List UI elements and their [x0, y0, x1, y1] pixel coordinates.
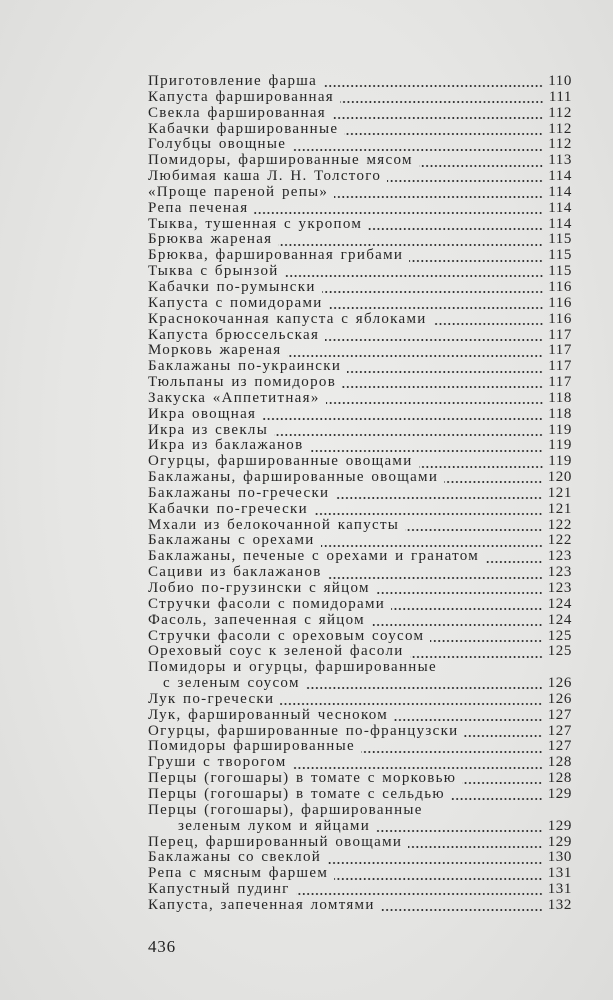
toc-entry [148, 296, 572, 312]
toc-entry-page-number: 115 [548, 263, 572, 280]
toc-entry-title: Тыква, тушенная с укропом [148, 216, 363, 232]
toc-entry-page-number: 125 [547, 643, 572, 660]
dot-leader [408, 845, 542, 849]
toc-entry-page-number: 129 [547, 817, 572, 834]
dot-leader [394, 718, 543, 722]
dot-leader [347, 370, 543, 374]
table-of-contents [148, 74, 572, 914]
dot-leader [368, 227, 543, 231]
dot-leader [409, 259, 543, 263]
toc-entry-title: Баклажаны по-украински [148, 359, 342, 375]
toc-entry-title: Баклажаны, фаршированные овощами [148, 470, 439, 486]
toc-entry-page-number: 113 [548, 152, 572, 169]
dot-leader [278, 243, 543, 247]
toc-entry-line [148, 787, 572, 803]
toc-entry-line [148, 201, 572, 217]
toc-entry-page-number: 117 [548, 374, 572, 391]
toc-entry-line [148, 106, 572, 122]
toc-entry [148, 898, 572, 914]
toc-entry-page-number: 111 [548, 88, 572, 105]
dot-leader [322, 290, 544, 294]
toc-entry-page-number: 126 [547, 675, 572, 692]
dot-leader [485, 560, 543, 564]
dot-leader [433, 322, 544, 326]
toc-entry-page-number: 131 [547, 865, 572, 882]
toc-entry-line [148, 122, 572, 138]
dot-leader [328, 576, 543, 580]
toc-entry [148, 185, 572, 201]
toc-entry-line [148, 280, 572, 296]
toc-entry-title: Капуста брюссельская [148, 327, 320, 343]
toc-entry-title: Перцы (гогошары) в томате с сельдью [148, 786, 445, 802]
toc-entry-line [148, 312, 572, 328]
toc-entry [148, 106, 572, 122]
dot-leader [334, 195, 543, 199]
toc-entry-title: «Проще пареной репы» [148, 184, 329, 200]
dot-leader [344, 132, 543, 136]
dot-leader [335, 496, 542, 500]
toc-entry-title: Перцы (гогошары), фаршированные [148, 802, 423, 818]
toc-entry-title: Огурцы, фаршированные овощами [148, 454, 413, 470]
toc-entry [148, 565, 572, 581]
toc-entry-line [148, 898, 572, 914]
toc-entry [148, 708, 572, 724]
dot-leader [332, 116, 543, 120]
dot-leader [381, 908, 543, 912]
toc-entry-title: Закуска «Аппетитная» [148, 390, 320, 406]
toc-entry-page-number: 114 [548, 215, 572, 232]
toc-entry-page-number: 120 [547, 469, 572, 486]
toc-entry-line [148, 835, 572, 851]
dot-leader [405, 528, 543, 532]
toc-entry-line [148, 597, 572, 613]
toc-entry-line [148, 739, 572, 755]
toc-entry [148, 787, 572, 803]
toc-entry-line [148, 565, 572, 581]
toc-entry-title: Груши с творогом [148, 755, 287, 771]
toc-entry [148, 771, 572, 787]
dot-leader [462, 781, 542, 785]
toc-entry-line [148, 708, 572, 724]
toc-entry-page-number: 131 [547, 881, 572, 898]
dot-leader [274, 433, 543, 437]
toc-entry-page-number: 118 [548, 405, 572, 422]
toc-entry [148, 739, 572, 755]
toc-entry-line [148, 486, 572, 502]
toc-entry-title: Перец, фаршированный овощами [148, 834, 403, 850]
dot-leader [327, 861, 543, 865]
toc-entry-line [148, 866, 572, 882]
toc-entry-page-number: 110 [548, 73, 572, 89]
toc-entry-page-number: 114 [548, 183, 572, 200]
toc-entry-title: Стручки фасоли с помидорами [148, 596, 386, 612]
toc-entry-title: Помидоры фаршированные [148, 739, 355, 755]
toc-entry-page-number: 127 [547, 722, 572, 739]
toc-entry-title: Стручки фасоли с ореховым соусом [148, 628, 425, 644]
toc-entry [148, 692, 572, 708]
toc-entry [148, 407, 572, 423]
dot-leader [254, 211, 543, 215]
toc-entry-page-number: 127 [547, 738, 572, 755]
dot-leader [361, 750, 543, 754]
toc-entry-page-number: 117 [548, 358, 572, 375]
dot-leader [314, 512, 543, 516]
toc-entry [148, 644, 572, 660]
toc-entry [148, 169, 572, 185]
toc-entry [148, 359, 572, 375]
toc-entry-page-number: 119 [548, 453, 572, 470]
toc-entry-line [148, 328, 572, 344]
toc-entry [148, 866, 572, 882]
dot-leader [464, 734, 542, 738]
dot-leader [391, 607, 543, 611]
toc-entry-page-number: 119 [548, 437, 572, 454]
dot-leader [293, 766, 543, 770]
toc-entry-line [148, 153, 572, 169]
toc-entry-line [148, 549, 572, 565]
toc-entry-title: Репа печеная [148, 200, 249, 216]
toc-entry-line [148, 692, 572, 708]
toc-entry [148, 137, 572, 153]
toc-entry [148, 90, 572, 106]
toc-entry-line [148, 438, 572, 454]
toc-entry-title: Краснокочанная капуста с яблоками [148, 311, 427, 327]
toc-entry-title: Репа с мясным фаршем [148, 866, 329, 882]
toc-entry [148, 312, 572, 328]
toc-entry [148, 597, 572, 613]
toc-entry-title: Мхали из белокочанной капусты [148, 517, 400, 533]
toc-entry-line [148, 850, 572, 866]
toc-entry [148, 343, 572, 359]
toc-entry-line [148, 470, 572, 486]
toc-entry-line [148, 391, 572, 407]
dot-leader [280, 702, 542, 706]
toc-entry-page-number: 123 [547, 564, 572, 581]
toc-entry [148, 755, 572, 771]
toc-entry-title: Кабачки фаршированные [148, 121, 339, 137]
toc-entry [148, 502, 572, 518]
toc-entry-page-number: 127 [547, 706, 572, 723]
toc-entry [148, 549, 572, 565]
toc-entry-title: Перцы (гогошары) в томате с морковью [148, 771, 457, 787]
toc-entry-page-number: 112 [548, 120, 572, 137]
dot-leader [306, 686, 543, 690]
toc-entry-title: Приготовление фарша [148, 74, 318, 89]
toc-entry [148, 486, 572, 502]
toc-entry-page-number: 122 [547, 516, 572, 533]
toc-entry-title: Лук по-гречески [148, 691, 275, 707]
dot-leader [287, 354, 543, 358]
toc-entry-line [148, 454, 572, 470]
toc-entry [148, 518, 572, 534]
toc-entry-page-number: 124 [547, 595, 572, 612]
toc-entry-title: Икра овощная [148, 406, 257, 422]
dot-leader [262, 417, 543, 421]
dot-leader [340, 100, 544, 104]
toc-entry-line [148, 217, 572, 233]
dot-leader [410, 655, 543, 659]
dot-leader [371, 623, 543, 627]
toc-entry [148, 122, 572, 138]
dot-leader [444, 480, 543, 484]
toc-entry-line [148, 882, 572, 898]
toc-entry [148, 613, 572, 629]
toc-entry-title: Тыква с брынзой [148, 264, 279, 280]
toc-entry-title: Сациви из баклажанов [148, 565, 322, 581]
toc-entry-title: Кабачки по-румынски [148, 279, 316, 295]
toc-entry-title: Брюква, фаршированная грибами [148, 248, 404, 264]
toc-entry-page-number: 123 [547, 548, 572, 565]
toc-entry-line [148, 502, 572, 518]
toc-entry-line [148, 74, 572, 90]
toc-entry-page-number: 114 [548, 168, 572, 185]
toc-entry [148, 153, 572, 169]
toc-entry [148, 803, 572, 835]
toc-entry-line [148, 169, 572, 185]
toc-entry [148, 280, 572, 296]
toc-entry-continuation: с зеленым соусом [163, 676, 300, 692]
toc-entry-line [148, 90, 572, 106]
toc-entry [148, 470, 572, 486]
dot-leader [376, 829, 543, 833]
toc-entry [148, 454, 572, 470]
toc-entry-page-number: 118 [548, 389, 572, 406]
toc-entry [148, 217, 572, 233]
toc-entry-title: Баклажаны по-гречески [148, 485, 330, 501]
toc-entry-title: Икра из свеклы [148, 422, 269, 438]
toc-entry-continuation: зеленым луком и яйцами [178, 818, 371, 834]
toc-entry [148, 391, 572, 407]
toc-entry-page-number: 123 [547, 580, 572, 596]
toc-entry-title: Голубцы овощные [148, 137, 287, 153]
toc-entry-title: Фасоль, запеченная с яйцом [148, 612, 365, 628]
toc-entry-page-number: 116 [548, 278, 572, 295]
toc-entry-page-number: 121 [547, 500, 572, 517]
toc-entry-title: Любимая каша Л. Н. Толстого [148, 169, 382, 185]
toc-entry-title: Помидоры, фаршированные мясом [148, 153, 413, 169]
toc-entry-line [148, 264, 572, 280]
toc-entry-title: Помидоры и огурцы, фаршированные [148, 660, 437, 676]
toc-entry [148, 629, 572, 645]
toc-entry-page-number: 112 [548, 136, 572, 153]
toc-entry-page-number: 112 [548, 104, 572, 121]
toc-entry [148, 533, 572, 549]
dot-leader [376, 591, 543, 595]
toc-entry-line [148, 819, 572, 835]
toc-entry-line [148, 296, 572, 312]
toc-entry [148, 328, 572, 344]
toc-entry-title: Капуста фаршированная [148, 89, 335, 105]
toc-entry-line [148, 755, 572, 771]
toc-entry-page-number: 130 [547, 849, 572, 866]
toc-entry-title: Капустный пудинг [148, 882, 290, 898]
toc-entry-title: Капуста с помидорами [148, 295, 323, 311]
toc-entry-page-number: 115 [548, 247, 572, 264]
toc-entry-page-number: 129 [547, 833, 572, 850]
dot-leader [296, 892, 543, 896]
toc-entry-line [148, 676, 572, 692]
toc-entry-line [148, 629, 572, 645]
dot-leader [419, 465, 544, 469]
toc-entry-page-number: 114 [548, 199, 572, 216]
toc-entry-page-number: 117 [548, 326, 572, 343]
toc-entry-title: Баклажаны с орехами [148, 533, 315, 549]
dot-leader [326, 401, 544, 405]
toc-entry-line [148, 533, 572, 549]
toc-entry-title: Икра из баклажанов [148, 438, 304, 454]
toc-entry-title: Свекла фаршированная [148, 105, 326, 121]
toc-entry-page-number: 129 [547, 785, 572, 802]
dot-leader [430, 639, 542, 643]
page-number: 436 [148, 937, 176, 956]
toc-entry-title: Тюльпаны из помидоров [148, 375, 337, 391]
toc-entry-line [148, 359, 572, 375]
toc-entry-page-number: 117 [548, 342, 572, 359]
toc-entry-line [148, 248, 572, 264]
toc-entry-line [148, 771, 572, 787]
dot-leader [321, 544, 543, 548]
toc-entry-line [148, 613, 572, 629]
dot-leader [334, 877, 543, 881]
toc-entry-line [148, 137, 572, 153]
toc-entry-page-number: 122 [547, 532, 572, 549]
dot-leader [419, 164, 543, 168]
toc-entry [148, 74, 572, 90]
toc-entry-line [148, 518, 572, 534]
toc-entry-line [148, 644, 572, 660]
dot-leader [309, 449, 543, 453]
dot-leader [329, 306, 544, 310]
toc-entry-page-number: 116 [548, 310, 572, 327]
toc-entry-line [148, 724, 572, 740]
toc-entry-title: Лобио по-грузински с яйцом [148, 581, 370, 596]
toc-entry-title: Кабачки по-гречески [148, 501, 308, 517]
toc-entry [148, 850, 572, 866]
toc-entry-page-number: 126 [547, 690, 572, 707]
toc-entry-line [148, 407, 572, 423]
toc-entry-title: Огурцы, фаршированные по-французски [148, 723, 459, 739]
toc-entry [148, 724, 572, 740]
dot-leader [387, 179, 543, 183]
toc-entry-page-number: 125 [547, 627, 572, 644]
toc-entry [148, 264, 572, 280]
toc-entry-line [148, 343, 572, 359]
toc-entry [148, 201, 572, 217]
dot-leader [285, 274, 544, 278]
toc-entry-line [148, 375, 572, 391]
dot-leader [292, 148, 543, 152]
toc-entry [148, 882, 572, 898]
toc-entry-page-number: 116 [548, 294, 572, 311]
toc-entry [148, 581, 572, 597]
toc-entry-title: Ореховый соус к зеленой фасоли [148, 644, 404, 660]
toc-entry-title: Морковь жареная [148, 343, 282, 359]
toc-entry-title: Брюква жареная [148, 232, 273, 248]
toc-entry [148, 423, 572, 439]
dot-leader [342, 385, 543, 389]
toc-entry [148, 232, 572, 248]
toc-entry-page-number: 115 [548, 231, 572, 248]
toc-entry-title: Баклажаны, печеные с орехами и гранатом [148, 549, 480, 565]
dot-leader [323, 84, 543, 88]
toc-entry-line [148, 423, 572, 439]
toc-entry-page-number: 124 [547, 611, 572, 628]
toc-entry-page-number: 119 [548, 421, 572, 438]
dot-leader [325, 338, 543, 342]
toc-entry [148, 438, 572, 454]
dot-leader [451, 797, 543, 801]
toc-entry-page-number: 121 [547, 484, 572, 501]
toc-entry-line [148, 803, 572, 819]
toc-entry [148, 660, 572, 692]
toc-entry-line [148, 232, 572, 248]
toc-entry-line [148, 185, 572, 201]
toc-entry-title: Баклажаны со свеклой [148, 850, 322, 866]
toc-entry-page-number: 128 [547, 754, 572, 771]
toc-entry [148, 835, 572, 851]
toc-entry-line [148, 660, 572, 676]
toc-entry [148, 248, 572, 264]
toc-entry [148, 375, 572, 391]
toc-entry-page-number: 128 [547, 770, 572, 787]
toc-entry-title: Лук, фаршированный чесноком [148, 707, 389, 723]
toc-entry-line [148, 581, 572, 597]
toc-entry-page-number: 132 [547, 896, 572, 913]
toc-entry-title: Капуста, запеченная ломтями [148, 897, 375, 913]
